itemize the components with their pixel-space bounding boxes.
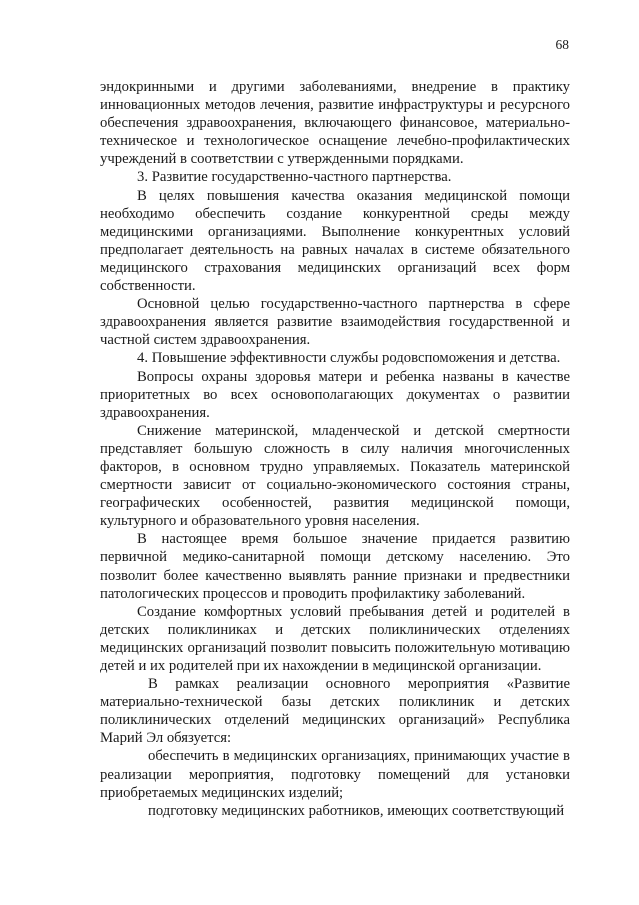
paragraph-competition: В целях повышения качества оказания медицинской помощи необходимо обеспечить создание конкурентной среды между медицинскими организациями. Выполнение конкурентных условий предполагает деятельность на равных началах в системе обязательного медицинского страхования медицинских организаций всех форм собственности. bbox=[100, 187, 570, 295]
paragraph-mortality: Снижение материнской, младенческой и детской смертности представляет большую сложность в силу наличия многочисленных факторов, в основном трудно управляемых. Показатель материнской смертности зависит от социально-экономического состояния страны, географических особенностей, развития медицинской помощи, культурного и образовательного уровня населения. bbox=[100, 422, 570, 530]
page-number: 68 bbox=[555, 37, 569, 52]
section-heading-maternity: 4. Повышение эффективности службы родовспоможения и детства. bbox=[137, 350, 561, 367]
paragraph-mother-child: Вопросы охраны здоровья матери и ребенка названы в качестве приоритетных во всех основополагающих документах о развитии здравоохранения. bbox=[100, 368, 570, 421]
section-heading-ppp: 3. Развитие государственно-частного партнерства. bbox=[137, 169, 452, 186]
list-item-premises: обеспечить в медицинских организациях, принимающих участие в реализации мероприятия, подготовку помещений для установки приобретаемых медицинских изделий; bbox=[100, 748, 570, 801]
paragraph-ppp-goal: Основной целью государственно-частного партнерства в сфере здравоохранения является развитие взаимодействия государственной и частной систем здравоохранения. bbox=[100, 296, 570, 349]
list-item-staff: подготовку медицинских работников, имеющих соответствующий bbox=[148, 802, 565, 819]
paragraph-continuation: эндокринными и другими заболеваниями, внедрение в практику инновационных методов лечения, развитие инфраструктуры и ресурсного обеспечения здравоохранения, включающего финансовое, материально-техническое и технологическое оснащение лечебно-профилактических учреждений в соответствии с утвержденными порядками. bbox=[100, 79, 570, 168]
paragraph-commitments: В рамках реализации основного мероприятия «Развитие материально-технической базы детских поликлиник и детских поликлинических отделений медицинских организаций» Республика Марий Эл обязуется: bbox=[100, 676, 570, 747]
paragraph-comfort: Создание комфортных условий пребывания детей и родителей в детских поликлиниках и детских поликлинических отделениях медицинских организаций позволит повысить положительную мотивацию детей и их родителей при их нахождении в медицинской организации. bbox=[100, 603, 570, 674]
paragraph-primary-care: В настоящее время большое значение придается развитию первичной медико-санитарной помощи детскому населению. Это позволит более качественно выявлять ранние признаки и предвестники патологических процессов и проводить профилактику заболеваний. bbox=[100, 531, 570, 602]
document-body bbox=[100, 78, 570, 820]
